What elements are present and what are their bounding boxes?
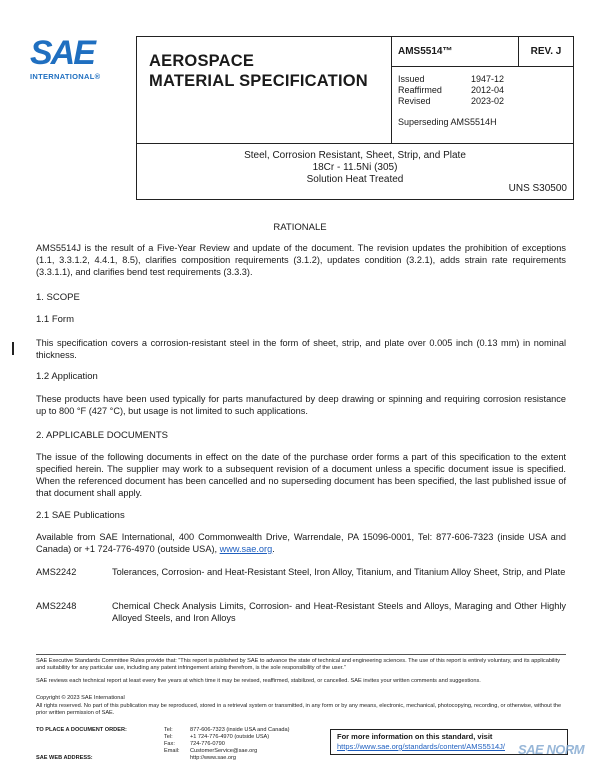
spec-header: [136, 36, 574, 144]
date-value: 2012-04: [471, 85, 505, 95]
uns-number: UNS S30500: [508, 183, 567, 194]
date-value: 2023-02: [471, 96, 505, 106]
rationale-heading: RATIONALE: [273, 222, 327, 233]
email-label: Email:: [164, 748, 180, 754]
logo-subtext: INTERNATIONAL®: [30, 72, 101, 81]
header-title-line1: AEROSPACE: [149, 52, 255, 70]
title-line1: Steel, Corrosion Resistant, Sheet, Strip, and Plate: [244, 150, 466, 161]
date-label: Revised: [398, 96, 431, 106]
watermark-logo: SAE NORM: [518, 742, 585, 757]
email-value[interactable]: CustomerService@sae.org: [190, 748, 258, 754]
rationale-text: AMS5514J is the result of a Five-Year Review and update of the document. The revision updates the prohibition of exceptions (1.1, 3.3.1.2, 4.4.1, 8.5), clarifies composition requirements (3.1.2), updates condition (3.2.1), adds strain rate requirements (3.3.1.1), and clarifies bend test requirements (3.3.3).: [36, 243, 566, 277]
header-meta-cell: [392, 37, 573, 143]
section-1-2-text: These products have been used typically for parts manufactured by deep drawing or spinning and requiring corrosion resistance up to 800 °F (427 °C), but usage is not limited to such applications.: [36, 394, 566, 416]
fax-label: Fax:: [164, 741, 175, 747]
footer-rules-text: SAE Executive Standards Committee Rules provide that: “This report is published by SAE to advance the state of technical and engineering sciences. The use of this report is entirely voluntary, and its applicability and suitability for any particular use, including any patent infringement arising therefrom, is the sole responsibility of the user.”: [36, 658, 561, 671]
reference-item: [36, 600, 566, 624]
reference-id: AMS2248: [36, 601, 77, 611]
tel-value: 877-606-7323 (inside USA and Canada): [190, 727, 290, 733]
footer-divider: [36, 654, 566, 655]
logo-mark: SAE: [30, 34, 94, 72]
sae-address-text: Available from SAE International, 400 Commonwealth Drive, Warrendale, PA 15096-0001, Tel: 877-606-7323 (inside USA and Canada) or +1 724-776-4970 (outside USA),: [36, 532, 566, 554]
reference-title: Tolerances, Corrosion- and Heat-Resistant Steel, Iron Alloy, Titanium, and Titanium Alloy Sheet, Strip, and Plate: [112, 567, 566, 577]
date-issued: [398, 74, 573, 85]
superseding-note: Superseding AMS5514H: [398, 117, 497, 127]
date-label: Issued: [398, 74, 425, 84]
reference-title: Chemical Check Analysis Limits, Corrosion- and Heat-Resistant Steels and Alloys, Maraging and Other Highly Alloyed Steels, and Iron Alloys: [112, 601, 566, 623]
tel2-value: +1 724-776-4970 (outside USA): [190, 734, 270, 740]
reference-id: AMS2242: [36, 567, 77, 577]
sae-website-link[interactable]: www.sae.org: [219, 544, 273, 554]
section-2-text: The issue of the following documents in effect on the date of the purchase order forms a part of this specification to the extent specified herein. The supplier may work to a subsequent revision of a document unless a specific document issue is specified. When the referenced document has been cancelled and no superseding document has been specified, the last published issue of that document shall apply.: [36, 452, 566, 498]
web-label: SAE WEB ADDRESS:: [36, 755, 93, 761]
order-contact-block: [36, 727, 320, 762]
order-label: TO PLACE A DOCUMENT ORDER:: [36, 727, 127, 733]
header-id-row: [392, 37, 573, 67]
section-2-1-text: [36, 531, 566, 555]
section-1-2-heading: 1.2 Application: [36, 371, 98, 382]
date-revised: [398, 96, 573, 107]
date-label: Reaffirmed: [398, 85, 442, 95]
sentence-end: .: [272, 544, 275, 554]
revision-label: REV. J: [518, 37, 573, 66]
info-heading: For more information on this standard, visit: [337, 732, 493, 741]
tel-label: Tel:: [164, 727, 173, 733]
web-value[interactable]: http://www.sae.org: [190, 755, 237, 761]
header-title-cell: [137, 37, 392, 143]
title-line3: Solution Heat Treated: [306, 174, 404, 185]
section-2-heading: 2. APPLICABLE DOCUMENTS: [36, 430, 168, 441]
date-reaffirmed: [398, 85, 573, 96]
spec-title-box: [136, 144, 574, 200]
section-1-1-text: This specification covers a corrosion-resistant steel in the form of sheet, strip, and plate over 0.005 inch (0.13 mm) in nominal thickness.: [36, 338, 566, 360]
footer-review-text: SAE reviews each technical report at least every five years at which time it may be revised, reaffirmed, stabilized, or cancelled. SAE invites your written comments and suggestions.: [36, 678, 481, 684]
footer-rights-text: All rights reserved. No part of this publication may be reproduced, stored in a retrieval system or transmitted, in any form or by any means, electronic, mechanical, photocopying, recording, or otherwise, without the prior written permission of SAE.: [36, 703, 562, 716]
document-id: AMS5514™: [398, 46, 453, 57]
section-1-1-heading: 1.1 Form: [36, 314, 75, 325]
section-1-heading: 1. SCOPE: [36, 292, 80, 303]
section-2-1-heading: 2.1 SAE Publications: [36, 510, 125, 521]
title-line2: 18Cr - 11.5Ni (305): [312, 162, 398, 173]
change-bar: [12, 342, 14, 355]
reference-item: [36, 566, 566, 578]
standard-url-link[interactable]: https://www.sae.org/standards/content/AMS5514J/: [337, 742, 506, 751]
fax-value: 724-776-0790: [190, 741, 225, 747]
sae-logo: [30, 36, 122, 81]
date-list: [392, 67, 573, 107]
date-value: 1947-12: [471, 74, 505, 84]
tel2-label: Tel:: [164, 734, 173, 740]
spec-title: [137, 144, 573, 186]
footer-copyright: Copyright © 2023 SAE International: [36, 695, 125, 701]
header-title-line2: MATERIAL SPECIFICATION: [149, 72, 368, 90]
